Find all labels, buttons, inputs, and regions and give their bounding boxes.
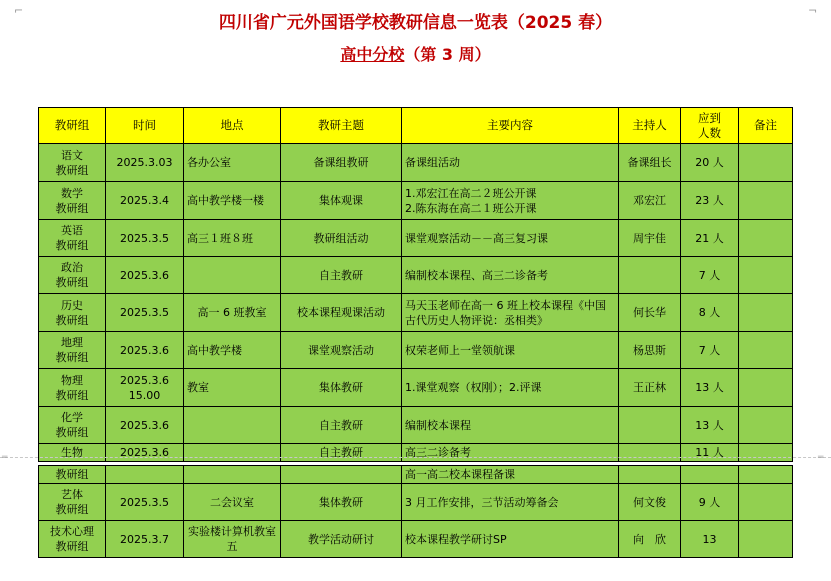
content-cell: 马天玉老师在高一 6 班上校本课程《中国古代历史人物评说：丞相类》 bbox=[402, 294, 619, 332]
table-row bbox=[39, 521, 793, 558]
group-cell: 艺体 教研组 bbox=[39, 484, 106, 521]
topic-cell: 教研组活动 bbox=[281, 220, 402, 257]
host-cell bbox=[619, 407, 681, 444]
note-cell bbox=[739, 484, 793, 521]
host-cell bbox=[619, 466, 681, 484]
corner-mark-icon: ⌐ bbox=[14, 4, 24, 17]
place-cell bbox=[184, 407, 281, 444]
host-cell: 向 欣 bbox=[619, 521, 681, 558]
topic-cell: 教学活动研讨 bbox=[281, 521, 402, 558]
note-cell bbox=[739, 369, 793, 407]
time-cell: 2025.3.5 bbox=[106, 294, 184, 332]
time-cell: 2025.3.6 bbox=[106, 444, 184, 462]
count-cell: 9 人 bbox=[681, 484, 739, 521]
content-cell: 1.邓宏江在高二２班公开课 2.陈东海在高二１班公开课 bbox=[402, 182, 619, 220]
group-cell: 政治 教研组 bbox=[39, 257, 106, 294]
week-label: （第 3 周） bbox=[404, 45, 491, 64]
place-cell: 教室 bbox=[184, 369, 281, 407]
group-cell: 教研组 bbox=[39, 466, 106, 484]
table-row bbox=[39, 369, 793, 407]
note-cell bbox=[739, 407, 793, 444]
page-break-marker-icon: ═ bbox=[2, 453, 8, 463]
note-cell bbox=[739, 521, 793, 558]
column-header: 地点 bbox=[184, 108, 281, 144]
time-cell: 2025.3.7 bbox=[106, 521, 184, 558]
group-cell: 英语 教研组 bbox=[39, 220, 106, 257]
group-cell: 语文 教研组 bbox=[39, 144, 106, 182]
time-cell: 2025.3.4 bbox=[106, 182, 184, 220]
time-cell: 2025.3.6 bbox=[106, 407, 184, 444]
count-cell: 13 人 bbox=[681, 369, 739, 407]
table-row bbox=[39, 332, 793, 369]
place-cell: 高中教学楼 bbox=[184, 332, 281, 369]
time-cell: 2025.3.6 bbox=[106, 332, 184, 369]
research-table-continued bbox=[38, 465, 793, 558]
host-cell bbox=[619, 257, 681, 294]
group-cell: 技术心理 教研组 bbox=[39, 521, 106, 558]
note-cell bbox=[739, 220, 793, 257]
count-cell: 8 人 bbox=[681, 294, 739, 332]
column-header: 备注 bbox=[739, 108, 793, 144]
table-header-row bbox=[39, 108, 793, 144]
topic-cell bbox=[281, 466, 402, 484]
table-row bbox=[39, 144, 793, 182]
topic-cell: 自主教研 bbox=[281, 407, 402, 444]
topic-cell: 课堂观察活动 bbox=[281, 332, 402, 369]
time-cell: 2025.3.5 bbox=[106, 220, 184, 257]
content-cell: 校本课程教学研讨SP bbox=[402, 521, 619, 558]
topic-cell: 备课组教研 bbox=[281, 144, 402, 182]
campus-name: 高中分校 bbox=[340, 45, 405, 64]
count-cell: 11 人 bbox=[681, 444, 739, 462]
place-cell: 高一 6 班教室 bbox=[184, 294, 281, 332]
table-row bbox=[39, 484, 793, 521]
time-cell: 2025.3.6 bbox=[106, 257, 184, 294]
topic-cell: 校本课程观课活动 bbox=[281, 294, 402, 332]
column-header: 主要内容 bbox=[402, 108, 619, 144]
place-cell bbox=[184, 466, 281, 484]
table-row bbox=[39, 294, 793, 332]
column-header: 时间 bbox=[106, 108, 184, 144]
host-cell: 何长华 bbox=[619, 294, 681, 332]
column-header: 教研主题 bbox=[281, 108, 402, 144]
host-cell: 备课组长 bbox=[619, 144, 681, 182]
table-row bbox=[39, 220, 793, 257]
page-break-marker-icon: ═ bbox=[818, 453, 824, 463]
table-row bbox=[39, 182, 793, 220]
group-cell: 化学 教研组 bbox=[39, 407, 106, 444]
note-cell bbox=[739, 182, 793, 220]
count-cell: 20 人 bbox=[681, 144, 739, 182]
place-cell: 实验楼计算机教室五 bbox=[184, 521, 281, 558]
host-cell: 杨思斯 bbox=[619, 332, 681, 369]
note-cell bbox=[739, 257, 793, 294]
group-cell: 生物 bbox=[39, 444, 106, 462]
place-cell: 各办公室 bbox=[184, 144, 281, 182]
column-header: 主持人 bbox=[619, 108, 681, 144]
content-cell: 权荣老师上一堂领航课 bbox=[402, 332, 619, 369]
topic-cell: 集体教研 bbox=[281, 369, 402, 407]
count-cell bbox=[681, 466, 739, 484]
page-break-line bbox=[0, 457, 831, 459]
topic-cell: 集体观课 bbox=[281, 182, 402, 220]
group-cell: 物理 教研组 bbox=[39, 369, 106, 407]
time-cell bbox=[106, 466, 184, 484]
place-cell: 二会议室 bbox=[184, 484, 281, 521]
count-cell: 13 人 bbox=[681, 407, 739, 444]
host-cell: 何文俊 bbox=[619, 484, 681, 521]
topic-cell: 集体教研 bbox=[281, 484, 402, 521]
content-cell: 3 月工作安排，三节活动筹备会 bbox=[402, 484, 619, 521]
count-cell: 7 人 bbox=[681, 332, 739, 369]
time-cell: 2025.3.6 15.00 bbox=[106, 369, 184, 407]
column-header: 应到 人数 bbox=[681, 108, 739, 144]
topic-cell: 自主教研 bbox=[281, 257, 402, 294]
table-row bbox=[39, 257, 793, 294]
note-cell bbox=[739, 294, 793, 332]
content-cell: 备课组活动 bbox=[402, 144, 619, 182]
count-cell: 13 bbox=[681, 521, 739, 558]
time-cell: 2025.3.5 bbox=[106, 484, 184, 521]
count-cell: 7 人 bbox=[681, 257, 739, 294]
host-cell: 周宇佳 bbox=[619, 220, 681, 257]
column-header: 教研组 bbox=[39, 108, 106, 144]
document-title: 四川省广元外国语学校教研信息一览表（2025 春） bbox=[218, 13, 613, 33]
content-cell: 编制校本课程 bbox=[402, 407, 619, 444]
document-subtitle bbox=[0, 42, 831, 65]
content-cell: 课堂观察活动－－高三复习课 bbox=[402, 220, 619, 257]
note-cell bbox=[739, 332, 793, 369]
host-cell: 王正林 bbox=[619, 369, 681, 407]
topic-cell: 自主教研 bbox=[281, 444, 402, 462]
corner-mark-icon: ¬ bbox=[808, 4, 818, 17]
group-cell: 地理 教研组 bbox=[39, 332, 106, 369]
count-cell: 23 人 bbox=[681, 182, 739, 220]
content-cell: 高三二诊备考 bbox=[402, 444, 619, 462]
table-row bbox=[39, 407, 793, 444]
content-cell: 高一高二校本课程备课 bbox=[402, 466, 619, 484]
note-cell bbox=[739, 144, 793, 182]
note-cell bbox=[739, 466, 793, 484]
content-cell: 编制校本课程、高三二诊备考 bbox=[402, 257, 619, 294]
research-table bbox=[38, 107, 793, 462]
time-cell: 2025.3.03 bbox=[106, 144, 184, 182]
table-row bbox=[39, 466, 793, 484]
place-cell bbox=[184, 257, 281, 294]
place-cell: 高三１班８班 bbox=[184, 220, 281, 257]
content-cell: 1.课堂观察（权刚）；2.评课 bbox=[402, 369, 619, 407]
place-cell: 高中教学楼一楼 bbox=[184, 182, 281, 220]
count-cell: 21 人 bbox=[681, 220, 739, 257]
host-cell: 邓宏江 bbox=[619, 182, 681, 220]
group-cell: 数学 教研组 bbox=[39, 182, 106, 220]
group-cell: 历史 教研组 bbox=[39, 294, 106, 332]
